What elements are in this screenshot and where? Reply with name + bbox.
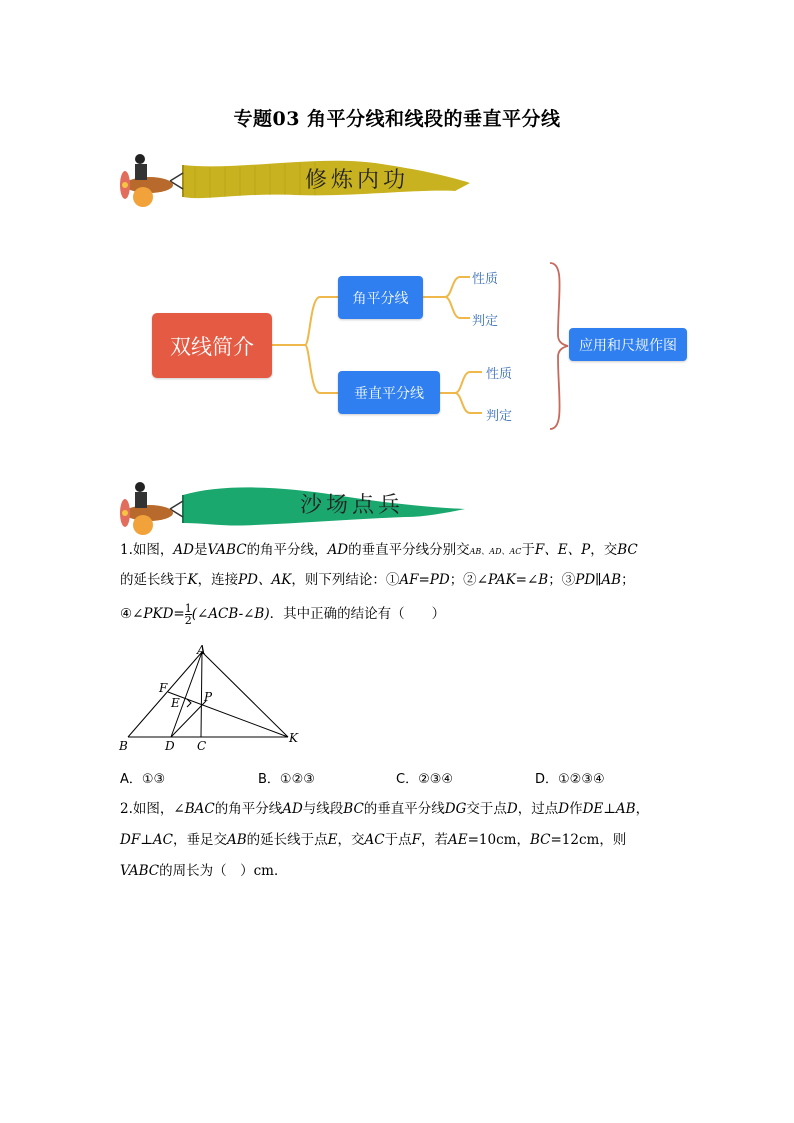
mindmap-branch-perpendicular-bisector: 垂直平分线 bbox=[338, 371, 440, 414]
q1-line-3: ④∠PKD= $\frac{1}{2}$ (∠ACB-∠B)．其中正确的结论有（ ） bbox=[120, 602, 446, 627]
banner-1-text: 修炼内功 bbox=[305, 168, 410, 193]
label-F: F bbox=[159, 681, 168, 695]
mindmap-branch-angle-bisector: 角平分线 bbox=[338, 276, 423, 319]
mindmap-leaf-property-2: 性质 bbox=[486, 367, 513, 382]
page-title: 专题03 角平分线和线段的垂直平分线 bbox=[233, 108, 561, 130]
airplane-banner-icon bbox=[115, 473, 475, 538]
q1-option-c[interactable]: C．②③④ bbox=[396, 772, 454, 787]
label-B: B bbox=[119, 739, 128, 753]
banner-1 bbox=[115, 145, 475, 210]
q1-line-2: 的延长线于K，连接PD、AK，则下列结论：①AF=PD；②∠PAK=∠B；③PD∥AB； bbox=[120, 572, 635, 588]
q1-option-d[interactable]: D．①②③④ bbox=[535, 772, 605, 787]
airplane-banner-icon bbox=[115, 145, 475, 210]
q1-line-1: 1.如图，AD是VABC的角平分线，AD的垂直平分线分别交AB、AD、AC于F、E、P，交BC bbox=[120, 542, 638, 558]
label-K: K bbox=[289, 731, 298, 745]
mindmap-root: 双线简介 bbox=[152, 313, 272, 378]
banner-2-text: 沙场点兵 bbox=[300, 493, 405, 518]
label-D: D bbox=[165, 739, 175, 753]
banner-2 bbox=[115, 473, 475, 538]
label-C: C bbox=[197, 739, 207, 753]
q1-option-b[interactable]: B．①②③ bbox=[258, 772, 315, 787]
mindmap-leaf-property-1: 性质 bbox=[472, 272, 499, 287]
q2-line-3: VABC的周长为（ ）cm． bbox=[120, 863, 288, 879]
q1-option-a[interactable]: A．①③ bbox=[120, 772, 166, 787]
mindmap bbox=[140, 255, 700, 435]
mindmap-leaf-criterion-2: 判定 bbox=[486, 409, 513, 424]
mindmap-result: 应用和尺规作图 bbox=[569, 328, 687, 361]
mindmap-leaf-criterion-1: 判定 bbox=[472, 314, 499, 329]
fraction-one-half: $\frac{1}{2}$ bbox=[184, 602, 192, 627]
triangle-figure bbox=[115, 640, 315, 755]
label-E: E bbox=[171, 696, 180, 710]
q1-figure bbox=[115, 640, 315, 755]
q2-line-1: 2.如图，∠BAC的角平分线AD与线段BC的垂直平分线DG交于点D，过点D作DE⊥AB， bbox=[120, 801, 650, 817]
label-A: A bbox=[197, 643, 206, 657]
label-P: P bbox=[204, 690, 213, 704]
q2-line-2: DF⊥AC，垂足交AB的延长线于点E，交AC于点F，若AE=10cm，BC=12cm，则 bbox=[120, 832, 627, 848]
